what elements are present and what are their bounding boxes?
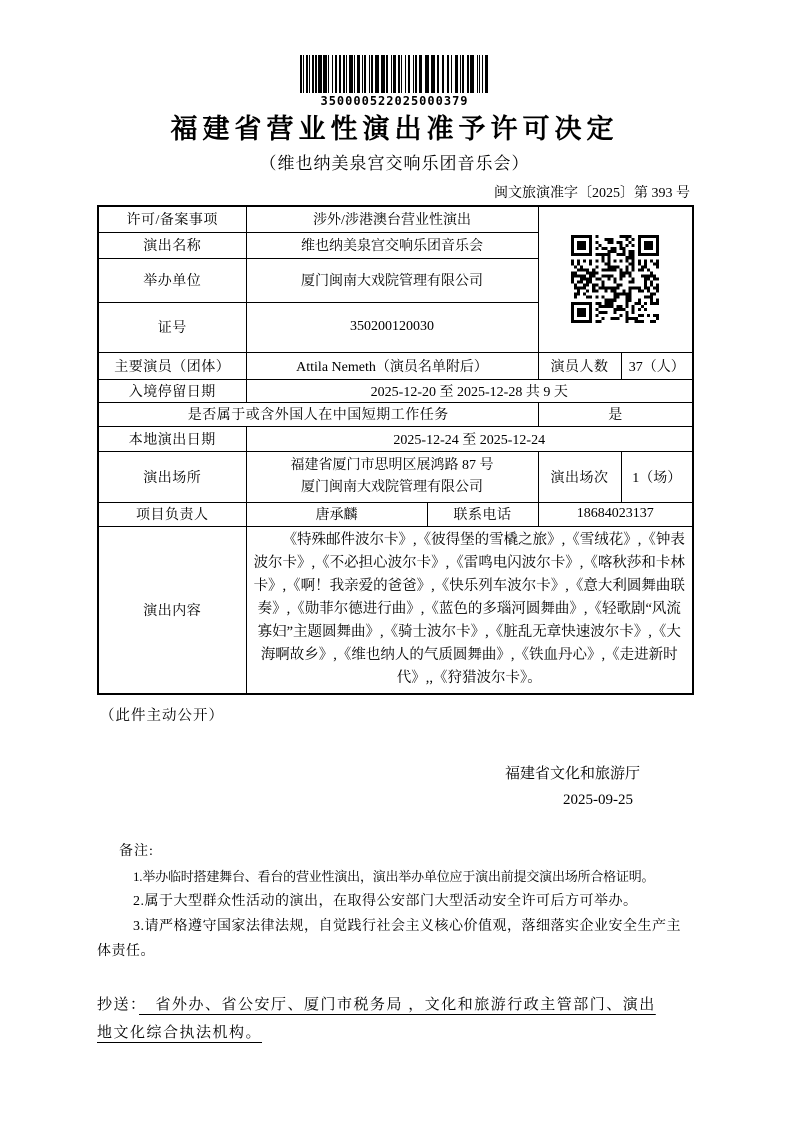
issue-date: 2025-09-25: [563, 792, 633, 808]
public-disclosure-note: （此件主动公开）: [100, 708, 224, 724]
remark-item-3: 3.请严格遵守国家法律法规，自觉践行社会主义核心价值观，落细落实企业安全生产主体责任。: [97, 919, 681, 959]
project-manager-label: 项目负责人: [98, 502, 246, 526]
local-date-value: 2025-12-24 至 2025-12-24: [246, 426, 693, 451]
permit-item-label: 许可/备案事项: [98, 206, 246, 232]
remark-item-2: 2.属于大型群众性活动的演出，在取得公安部门大型活动安全许可后方可举办。: [133, 894, 638, 909]
qr-code-image: [571, 235, 659, 323]
barcode-image: [300, 55, 490, 93]
contact-phone-value: 18684023137: [538, 502, 693, 526]
barcode-block: [97, 55, 692, 108]
certificate-number-label: 证号: [98, 302, 246, 352]
organizer-label: 举办单位: [98, 258, 246, 302]
table-row: [98, 352, 693, 379]
performer-count-label: 演员人数: [538, 352, 621, 379]
project-manager-value: 唐承麟: [246, 502, 427, 526]
table-row: [98, 502, 693, 526]
performers-value: Attila Nemeth（演员名单附后）: [246, 352, 538, 379]
sessions-label: 演出场次: [538, 451, 621, 502]
content-value: 《特殊邮件波尔卡》,《彼得堡的雪橇之旅》,《雪绒花》,《钟表波尔卡》,《不必担心波尔卡》,《雷鸣电闪波尔卡》,《喀秋莎和卡林卡》,《啊！我亲爱的爸爸》,《快乐列车波尔卡》,《意大利圆舞曲联奏》,《勋菲尔德进行曲》,《蓝色的多瑙河圆舞曲》,《轻歌剧“风流寡妇”主题圆舞曲》,《骑士波尔卡》,《脏乱无章快速波尔卡》,《大海啊故乡》,《维也纳人的气质圆舞曲》,《铁血丹心》,《走进新时代》,,《狩猎波尔卡》。: [246, 526, 693, 694]
content-label: 演出内容: [98, 526, 246, 694]
permit-table: [97, 205, 694, 695]
venue-address-line2: 厦门闽南大戏院管理有限公司: [301, 479, 483, 495]
table-row: [98, 379, 693, 402]
issuer-name: 福建省文化和旅游厅: [504, 766, 640, 782]
document-subtitle: （维也纳美泉宫交响乐团音乐会）: [259, 154, 530, 173]
short-term-work-value: 是: [538, 402, 693, 426]
sessions-value: 1（场）: [621, 451, 693, 502]
entry-stay-label: 入境停留日期: [98, 379, 246, 402]
issuer-block: [97, 761, 692, 813]
local-date-label: 本地演出日期: [98, 426, 246, 451]
contact-phone-label: 联系电话: [427, 502, 538, 526]
short-term-work-label: 是否属于或含外国人在中国短期工作任务: [98, 402, 538, 426]
permit-item-value: 涉外/涉港澳台营业性演出: [246, 206, 538, 232]
venue-label: 演出场所: [98, 451, 246, 502]
cc-block: [97, 991, 703, 1047]
performer-count-value: 37（人）: [621, 352, 693, 379]
performance-name-label: 演出名称: [98, 232, 246, 258]
barcode-number: 350000522025000379: [320, 94, 469, 108]
certificate-number-value: 350200120030: [246, 302, 538, 352]
table-row: [98, 426, 693, 451]
table-row: [98, 526, 693, 694]
table-row: [98, 451, 693, 502]
table-row: [98, 206, 693, 232]
cc-recipients-line2: 地文化综合执法机构。: [97, 1025, 263, 1041]
cc-label: 抄送：: [97, 997, 140, 1013]
cc-recipients-line1: 省外办、省公安厅、厦门市税务局 ，文化和旅游行政主管部门、演出: [139, 997, 656, 1013]
document-reference-number: 闽文旅演准字〔2025〕第 393 号: [494, 186, 690, 201]
table-row: [98, 402, 693, 426]
venue-value: [246, 451, 538, 502]
performers-label: 主要演员（团体）: [98, 352, 246, 379]
qr-code-cell: [538, 206, 693, 352]
remarks-label: 备注:: [119, 844, 154, 859]
venue-address-line1: 福建省厦门市思明区展鸿路 87 号: [290, 457, 494, 473]
organizer-value: 厦门闽南大戏院管理有限公司: [246, 258, 538, 302]
document-body: [97, 0, 692, 1047]
remark-item-1: 1.举办临时搭建舞台、看台的营业性演出，演出举办单位应于演出前提交演出场所合格证明。: [133, 869, 655, 884]
document-title: 福建省营业性演出准予许可决定: [170, 114, 619, 144]
entry-stay-value: 2025-12-20 至 2025-12-28 共 9 天: [246, 379, 693, 402]
remarks-block: [97, 839, 712, 964]
performance-name-value: 维也纳美泉宫交响乐团音乐会: [246, 232, 538, 258]
